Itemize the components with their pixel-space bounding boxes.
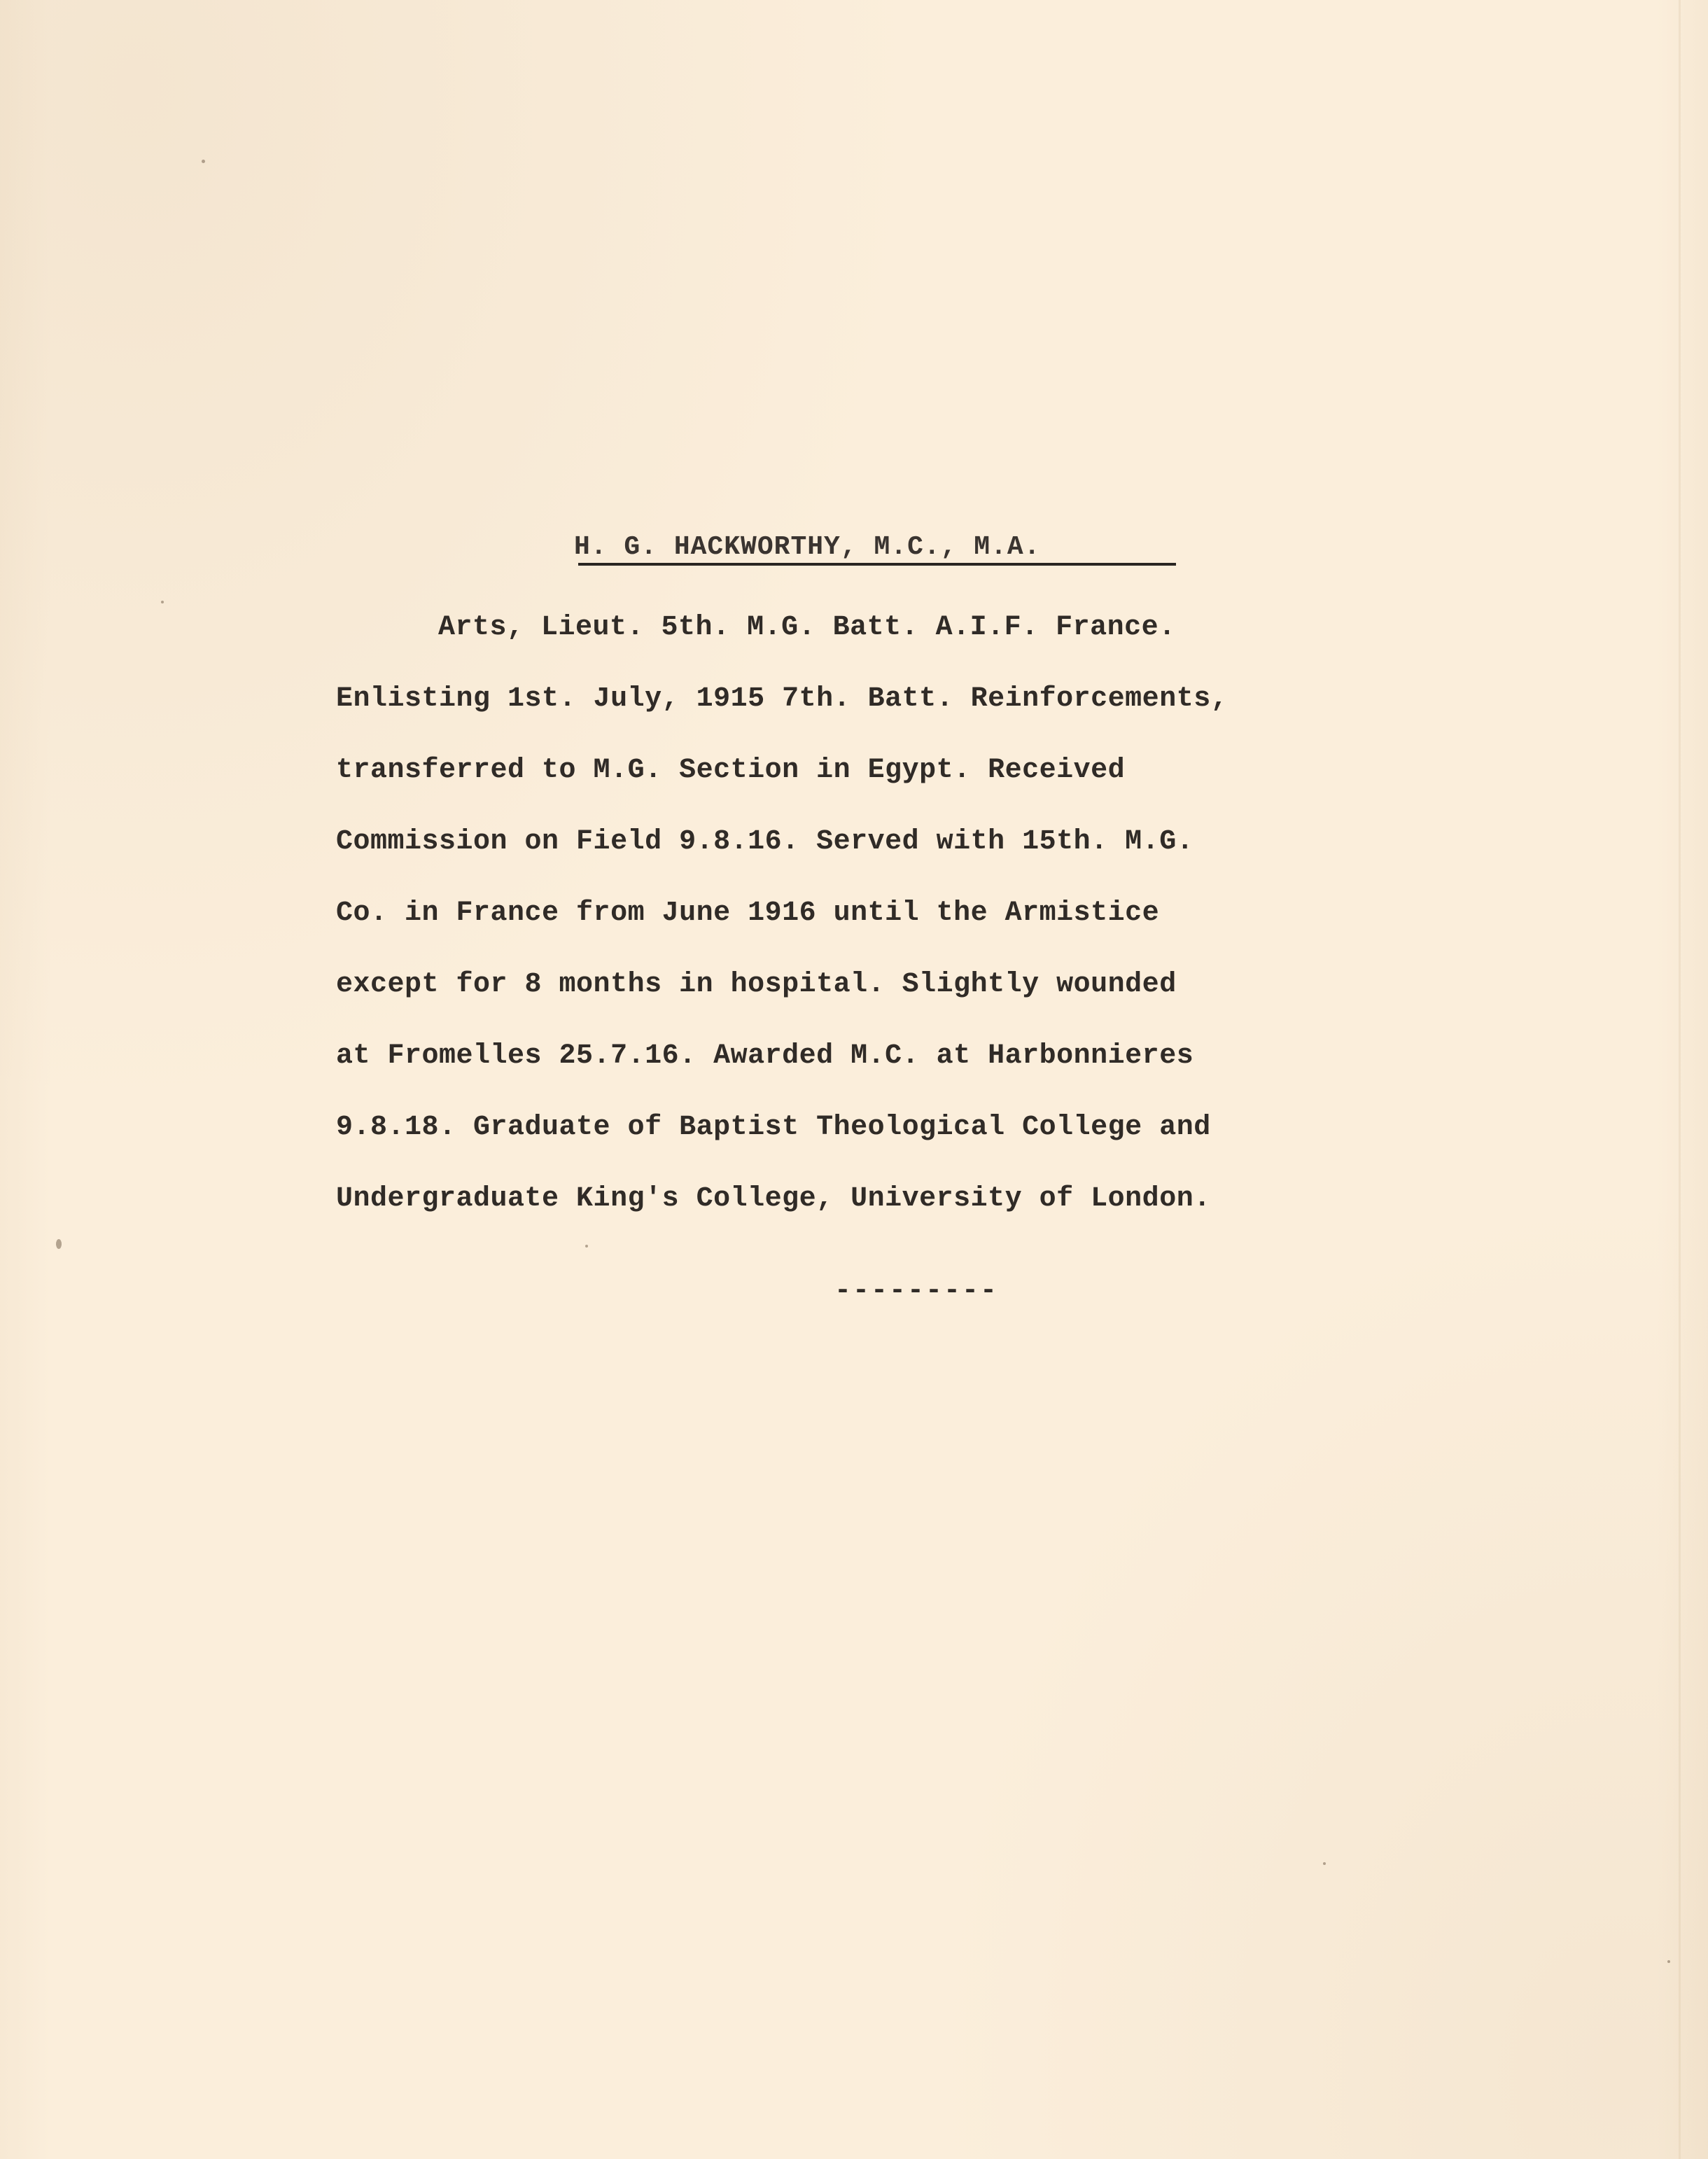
end-divider: --------- [834,1276,999,1307]
paper-edge-shading [1679,0,1681,2159]
body-line: Commission on Field 9.8.16. Served with 15th. M.G. [336,826,1194,858]
paper-speck [1323,1862,1326,1865]
document-body [336,592,1484,1235]
body-line: transferred to M.G. Section in Egypt. Received [336,755,1126,786]
document-heading: H. G. HACKWORTHY, M.C., M.A. [574,532,1041,562]
body-line: at Fromelles 25.7.16. Awarded M.C. at Harbonnieres [336,1040,1194,1072]
body-line: Co. in France from June 1916 until the Armistice [336,897,1160,929]
body-line: 9.8.18. Graduate of Baptist Theological College and [336,1112,1211,1143]
paper-speck [585,1245,588,1248]
paper-speck [161,601,164,603]
paper-speck [56,1239,62,1249]
paper-speck [202,160,205,163]
heading-underline [578,563,1176,566]
body-line: except for 8 months in hospital. Slightly wounded [336,969,1177,1000]
paper-speck [1667,1960,1670,1963]
body-line: Undergraduate King's College, University of London. [336,1183,1211,1215]
body-line: Arts, Lieut. 5th. M.G. Batt. A.I.F. France. [438,612,1176,643]
body-line: Enlisting 1st. July, 1915 7th. Batt. Reinforcements, [336,683,1228,715]
